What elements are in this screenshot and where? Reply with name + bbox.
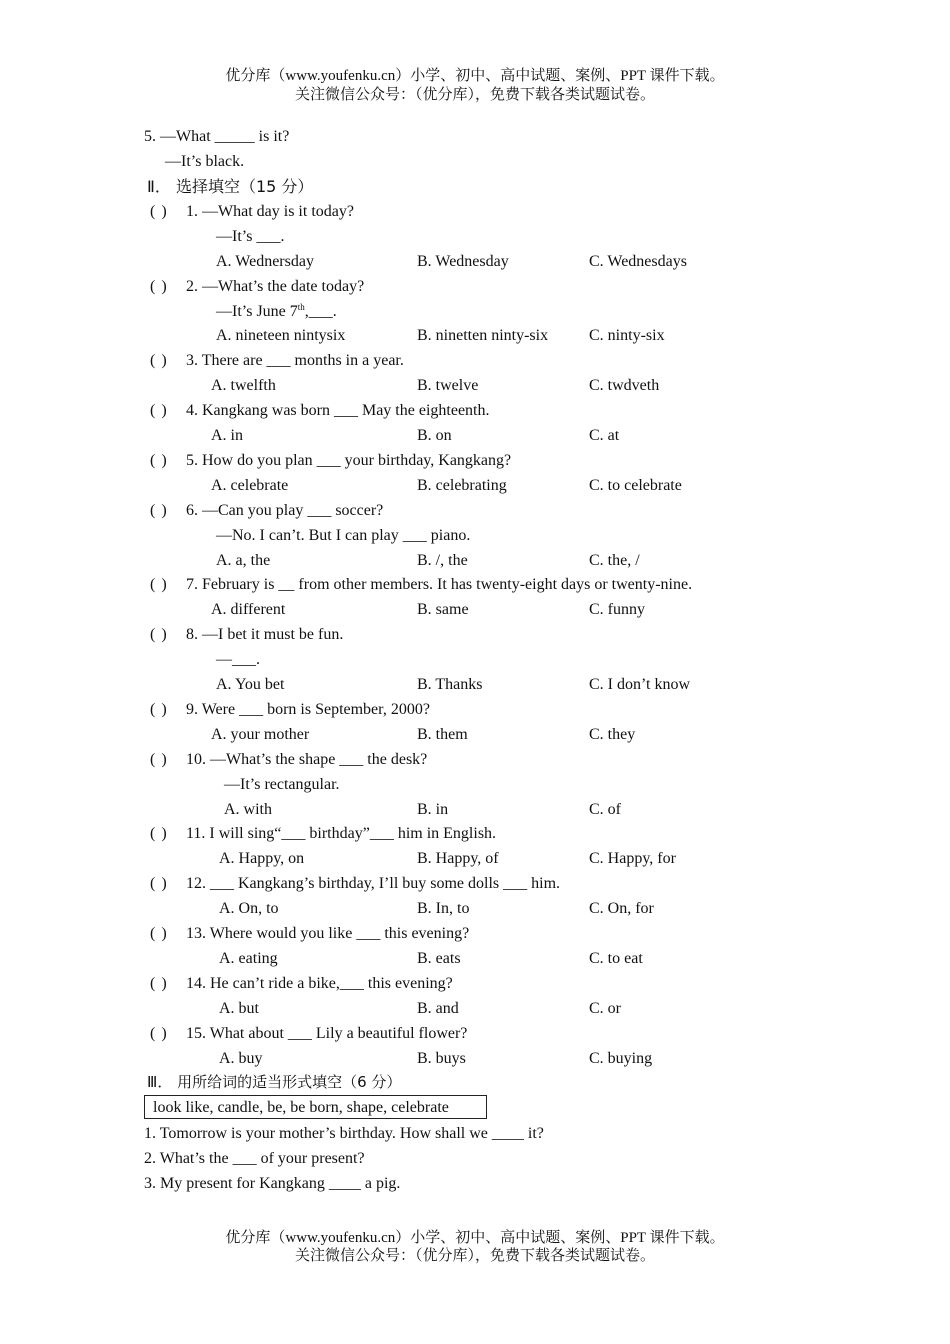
- option-a: A. twelfth: [211, 377, 276, 394]
- word-bank-text: look like, candle, be, be born, shape, celebrate: [153, 1099, 449, 1116]
- option-c: C. buying: [589, 1050, 653, 1067]
- subline-blank: ,___.: [304, 303, 337, 320]
- option-a: A. a, the: [216, 552, 271, 569]
- option-b: B. eats: [417, 950, 461, 967]
- question-text: 1. —What day is it today?: [186, 203, 354, 220]
- question-subline: —It’s ___.: [216, 228, 285, 245]
- option-b: B. and: [417, 1000, 459, 1017]
- question-text: 5. How do you plan ___ your birthday, Kangkang?: [186, 452, 512, 469]
- question-text: 6. —Can you play ___ soccer?: [186, 502, 384, 519]
- section-3-title: Ⅲ． 用所给词的适当形式填空（6 分）: [147, 1073, 402, 1091]
- answer-bracket: ( ): [150, 352, 168, 369]
- fill-item-2: 2. What’s the ___ of your present?: [144, 1150, 365, 1167]
- answer-bracket: ( ): [150, 975, 168, 992]
- option-c: C. twdveth: [589, 377, 660, 394]
- answer-bracket: ( ): [150, 701, 168, 718]
- option-a: A. Wednersday: [216, 253, 314, 270]
- question-text: 3. There are ___ months in a year.: [186, 352, 404, 369]
- footer-line-1: 优分库（www.youfenku.cn）小学、初中、高中试题、案例、PPT 课件下载。: [225, 1230, 725, 1246]
- fill-item-1: 1. Tomorrow is your mother’s birthday. How shall we ____ it?: [144, 1125, 544, 1142]
- question-text: 11. I will sing“___ birthday”___ him in English.: [186, 825, 497, 842]
- option-c: C. or: [589, 1000, 621, 1017]
- question-text: 15. What about ___ Lily a beautiful flower?: [186, 1025, 468, 1042]
- question-text: 13. Where would you like ___ this evening?: [186, 925, 470, 942]
- option-b: B. buys: [417, 1050, 466, 1067]
- option-a: A. celebrate: [211, 477, 289, 494]
- question-subline: —No. I can’t. But I can play ___ piano.: [216, 527, 471, 544]
- answer-bracket: ( ): [150, 576, 168, 593]
- option-c: C. Happy, for: [589, 850, 676, 867]
- question-text: 8. —I bet it must be fun.: [186, 626, 344, 643]
- option-b: B. Thanks: [417, 676, 483, 693]
- option-b: B. twelve: [417, 377, 479, 394]
- subline-text: —It’s June 7: [216, 303, 298, 320]
- fill-item-3: 3. My present for Kangkang ____ a pig.: [144, 1175, 401, 1192]
- option-a: A. buy: [219, 1050, 263, 1067]
- question-subline: [216, 302, 337, 322]
- answer-bracket: ( ): [150, 203, 168, 220]
- option-b: B. Wednesday: [417, 253, 509, 270]
- option-a: A. with: [224, 801, 272, 818]
- word-bank-box: [144, 1095, 487, 1119]
- option-c: C. they: [589, 726, 636, 743]
- header-line-2: 关注微信公众号：（优分库），免费下载各类试题试卷。: [294, 87, 655, 103]
- option-b: B. celebrating: [417, 477, 507, 494]
- option-b: B. ninetten ninty-six: [417, 327, 549, 344]
- question-subline: —It’s rectangular.: [224, 776, 340, 793]
- ordinal-suffix: th: [297, 302, 305, 312]
- option-b: B. /, the: [417, 552, 468, 569]
- option-a: A. your mother: [211, 726, 310, 743]
- option-a: A. You bet: [216, 676, 285, 693]
- option-a: A. On, to: [219, 900, 279, 917]
- option-c: C. to eat: [589, 950, 643, 967]
- option-b: B. in: [417, 801, 449, 818]
- option-a: A. but: [219, 1000, 259, 1017]
- option-c: C. On, for: [589, 900, 654, 917]
- header-line-1: 优分库（www.youfenku.cn）小学、初中、高中试题、案例、PPT 课件下载。: [225, 68, 725, 84]
- option-b: B. them: [417, 726, 468, 743]
- option-b: B. on: [417, 427, 452, 444]
- option-a: A. different: [211, 601, 286, 618]
- option-a: A. Happy, on: [219, 850, 305, 867]
- answer-bracket: ( ): [150, 751, 168, 768]
- question-text: 10. —What’s the shape ___ the desk?: [186, 751, 428, 768]
- question-text: 12. ___ Kangkang’s birthday, I’ll buy some dolls ___ him.: [186, 875, 561, 892]
- answer-bracket: ( ): [150, 626, 168, 643]
- option-c: C. to celebrate: [589, 477, 682, 494]
- option-b: B. Happy, of: [417, 850, 499, 867]
- option-b: B. In, to: [417, 900, 470, 917]
- answer-bracket: ( ): [150, 502, 168, 519]
- question-text: 9. Were ___ born is September, 2000?: [186, 701, 430, 718]
- option-c: C. Wednesdays: [589, 253, 687, 270]
- question-text: 7. February is __ from other members. It has twenty-eight days or twenty-nine.: [186, 576, 693, 593]
- option-b: B. same: [417, 601, 469, 618]
- option-c: C. funny: [589, 601, 645, 618]
- option-c: C. I don’t know: [589, 676, 691, 693]
- answer-bracket: ( ): [150, 825, 168, 842]
- option-c: C. at: [589, 427, 620, 444]
- answer-bracket: ( ): [150, 278, 168, 295]
- prev-question-5-answer: —It’s black.: [165, 153, 245, 170]
- footer-line-2: 关注微信公众号：（优分库），免费下载各类试题试卷。: [294, 1248, 655, 1264]
- prev-question-5: 5. —What _____ is it?: [144, 128, 290, 145]
- question-text: 14. He can’t ride a bike,___ this evening?: [186, 975, 453, 992]
- option-c: C. the, /: [589, 552, 640, 569]
- option-a: A. in: [211, 427, 243, 444]
- answer-bracket: ( ): [150, 925, 168, 942]
- question-subline: —___.: [216, 651, 260, 668]
- option-a: A. eating: [219, 950, 278, 967]
- answer-bracket: ( ): [150, 402, 168, 419]
- option-c: C. ninty-six: [589, 327, 665, 344]
- answer-bracket: ( ): [150, 875, 168, 892]
- answer-bracket: ( ): [150, 1025, 168, 1042]
- option-a: A. nineteen nintysix: [216, 327, 346, 344]
- question-text: 4. Kangkang was born ___ May the eighteenth.: [186, 402, 490, 419]
- option-c: C. of: [589, 801, 621, 818]
- answer-bracket: ( ): [150, 452, 168, 469]
- section-2-title: Ⅱ． 选择填空（15 分）: [147, 177, 314, 196]
- question-text: 2. —What’s the date today?: [186, 278, 365, 295]
